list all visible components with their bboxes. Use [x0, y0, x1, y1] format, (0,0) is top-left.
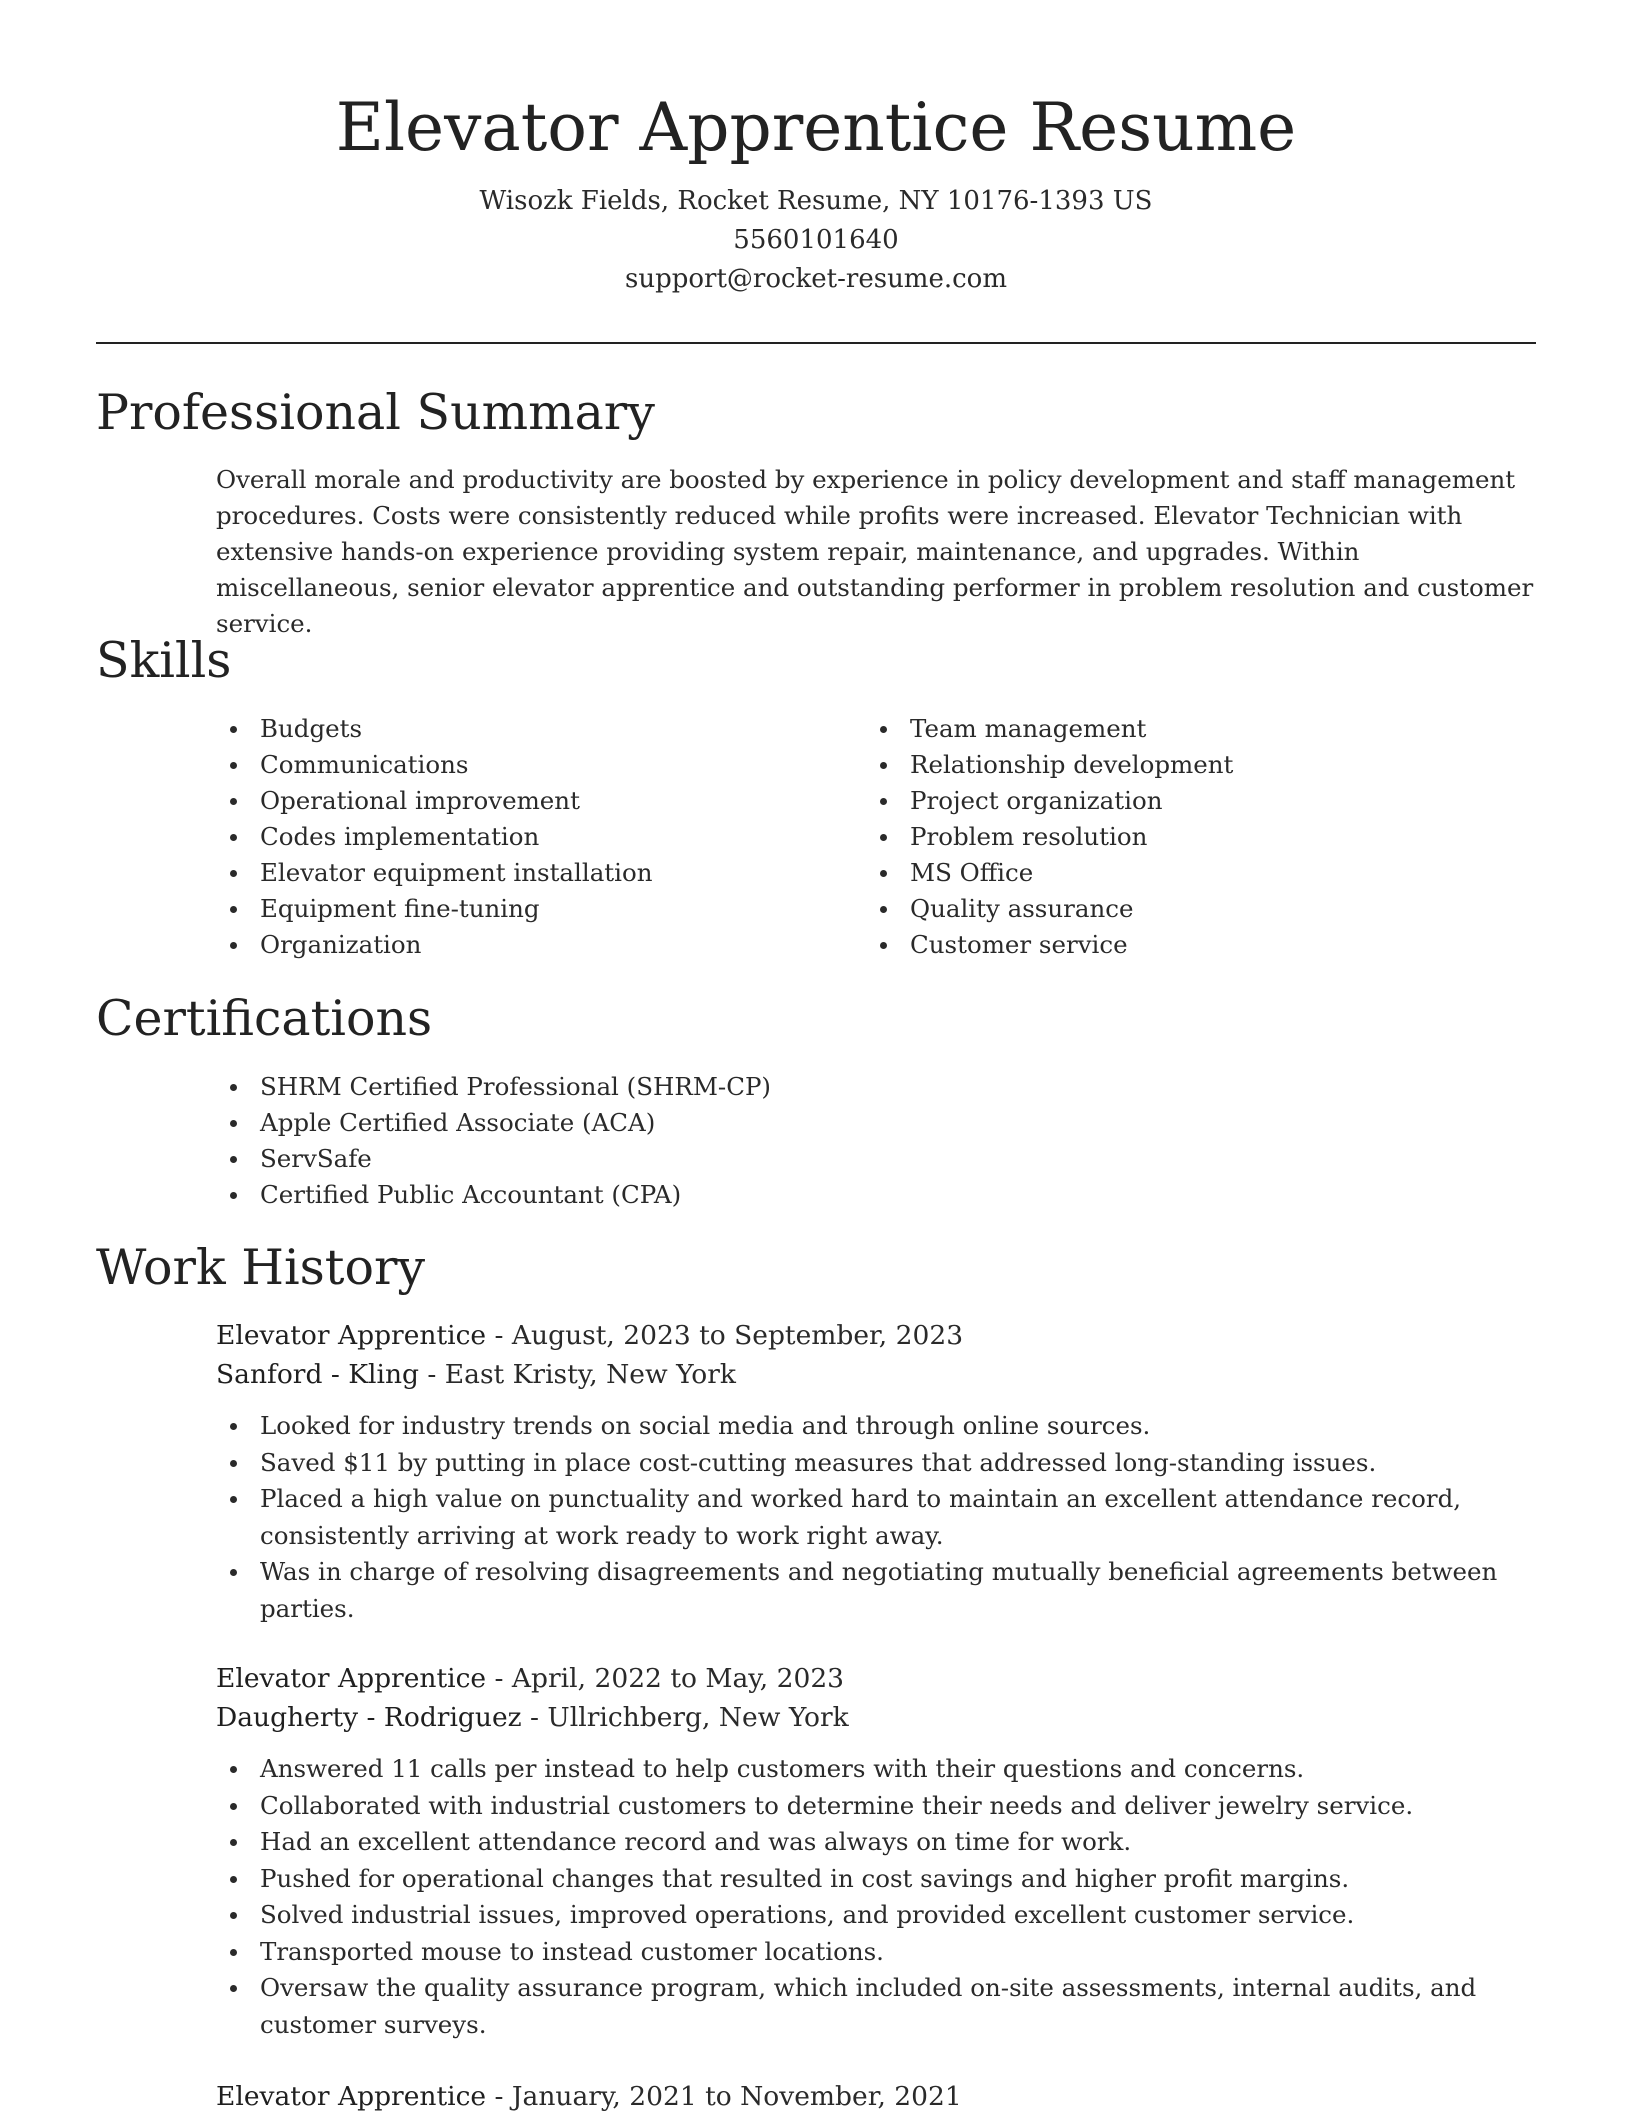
list-item: MS Office	[866, 855, 1506, 891]
certifications-heading: Certifications	[96, 990, 433, 1047]
job-title: Elevator Apprentice	[216, 1320, 487, 1351]
summary-text: Overall morale and productivity are boosted by experience in policy development and staff management procedures. Costs were consistently reduced while profits were increased. Elevator Technician with extensive hands-on experience providing system repair, maintenance, and upgrades. Within miscellaneous, senior elevator apprentice and outstanding performer in problem resolution and customer service.	[216, 465, 1534, 638]
certifications-list	[216, 1069, 1536, 1213]
summary-heading: Professional Summary	[96, 384, 655, 441]
header-divider	[96, 342, 1536, 344]
contact-block	[0, 182, 1632, 299]
list-item: Communications	[216, 747, 856, 783]
list-item: Problem resolution	[866, 819, 1506, 855]
list-item: Team management	[866, 711, 1506, 747]
list-item: Project organization	[866, 783, 1506, 819]
job-title-line	[216, 1316, 1536, 1355]
job-company: Sanford - Kling	[216, 1359, 419, 1390]
list-item: Organization	[216, 927, 856, 963]
list-item: Transported mouse to instead customer locations.	[216, 1934, 1536, 1971]
job-company: Daugherty - Rodriguez	[216, 1702, 522, 1733]
list-item: ServSafe	[216, 1141, 1536, 1177]
list-item: Equipment fine-tuning	[216, 891, 856, 927]
list-item: Had an excellent attendance record and was always on time for work.	[216, 1824, 1536, 1861]
certifications-block	[216, 1069, 1536, 1213]
list-item: Pushed for operational changes that resulted in cost savings and higher profit margins.	[216, 1861, 1536, 1898]
job-dates: - April, 2022 to May, 2023	[486, 1663, 845, 1694]
list-item: SHRM Certified Professional (SHRM-CP)	[216, 1069, 1536, 1105]
list-item: Was in charge of resolving disagreements and negotiating mutually beneficial agreements between parties.	[216, 1554, 1536, 1627]
skills-right-list	[866, 711, 1506, 963]
job-company-line	[216, 1698, 1536, 1737]
list-item: Quality assurance	[866, 891, 1506, 927]
list-item: Certified Public Accountant (CPA)	[216, 1177, 1536, 1213]
list-item: Collaborated with industrial customers to determine their needs and deliver jewelry service.	[216, 1788, 1536, 1825]
list-item: Budgets	[216, 711, 856, 747]
contact-email: support@rocket-resume.com	[624, 264, 1007, 294]
job-company-line	[216, 1355, 1536, 1394]
list-item: Saved $11 by putting in place cost-cutting measures that addressed long-standing issues.	[216, 1445, 1536, 1482]
list-item: Placed a high value on punctuality and worked hard to maintain an excellent attendance record, consistently arriving at work ready to work right away.	[216, 1481, 1536, 1554]
list-item: Apple Certified Associate (ACA)	[216, 1105, 1536, 1141]
job-entry	[216, 1659, 1536, 2043]
list-item: Answered 11 calls per instead to help customers with their questions and concerns.	[216, 1751, 1536, 1788]
work-history-heading: Work History	[96, 1239, 426, 1296]
list-item: Elevator equipment installation	[216, 855, 856, 891]
list-item: Solved industrial issues, improved operations, and provided excellent customer service.	[216, 1897, 1536, 1934]
skills-right-column	[866, 711, 1506, 963]
list-item: Relationship development	[866, 747, 1506, 783]
job-title: Elevator Apprentice	[216, 2081, 487, 2112]
list-item: Oversaw the quality assurance program, which included on-site assessments, internal audits, and customer surveys.	[216, 1970, 1536, 2043]
job-location: - Ullrichberg, New York	[521, 1702, 849, 1733]
job-entry	[216, 1316, 1536, 1627]
list-item: Operational improvement	[216, 783, 856, 819]
contact-phone: 5560101640	[733, 225, 899, 255]
skills-heading: Skills	[96, 632, 232, 689]
resume-header	[0, 0, 1632, 299]
job-bullets	[216, 1751, 1536, 2043]
contact-address: Wisozk Fields, Rocket Resume, NY 10176-1393 US	[479, 186, 1153, 216]
job-bullets	[216, 1408, 1536, 1627]
job-title-line	[216, 2077, 1536, 2116]
job-entry	[216, 2077, 1536, 2116]
resume-title: Elevator Apprentice Resume	[335, 89, 1297, 166]
skills-left-column	[216, 711, 856, 963]
list-item: Codes implementation	[216, 819, 856, 855]
skills-left-list	[216, 711, 856, 963]
list-item: Looked for industry trends on social media and through online sources.	[216, 1408, 1536, 1445]
list-item: Customer service	[866, 927, 1506, 963]
job-title-line	[216, 1659, 1536, 1698]
job-dates: - August, 2023 to September, 2023	[486, 1320, 964, 1351]
job-dates: - January, 2021 to November, 2021	[486, 2081, 962, 2112]
job-title: Elevator Apprentice	[216, 1663, 487, 1694]
job-location: - East Kristy, New York	[419, 1359, 736, 1390]
